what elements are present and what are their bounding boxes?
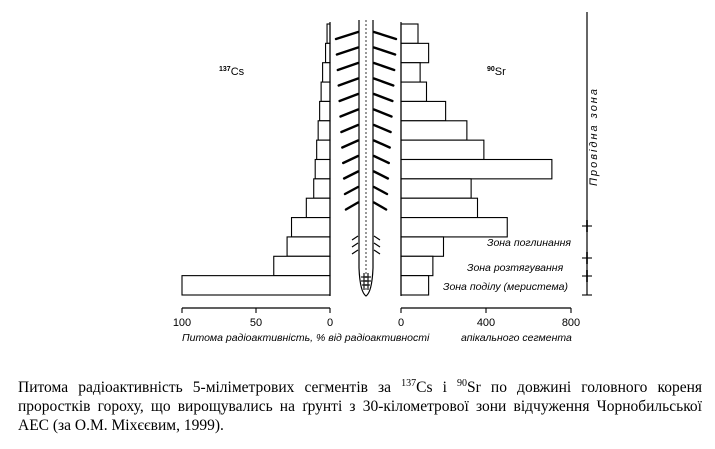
sr-bar [401,237,444,256]
sr-ticks [398,308,580,329]
sr-tick-label: 400 [476,317,496,329]
root-hair-small [352,243,358,247]
root-hair-small [352,236,358,240]
root-hair [344,172,358,179]
root-hair [374,203,386,210]
root-hair [336,32,358,39]
root-hair-small [374,250,380,254]
sr-bar [401,179,471,198]
caption-text-2: Cs і [416,379,458,396]
sr-bar [401,276,429,295]
cs-bar [306,198,330,217]
root-hair-small [374,243,380,247]
sr-bar [401,82,427,101]
x-axis-label-left: Питома радіоактивність, % від радіоактивності [182,332,430,344]
cs-isotope-label: $^{137}$Cs [219,66,245,78]
zone-label-elongation: Зона розтягування [467,262,564,274]
cs-tick-label: 50 [249,317,263,329]
root-hair [341,110,359,117]
root-hair [337,48,358,55]
sr-tick-label: 0 [397,317,405,329]
figure-caption [18,378,702,435]
root-hair [338,63,358,70]
zone-label-conducting: Провідна зона [588,87,600,186]
root-hair [342,141,358,148]
root-hair [374,172,388,179]
sr-bar [401,140,484,159]
root-hair [340,94,358,101]
caption-text-1: Питома радіоактивність 5-міліметрових сегментів за [18,379,402,396]
root-hair [374,125,391,132]
cs-bar [315,160,330,179]
sr-bar [401,43,429,62]
sr-bar [401,218,507,237]
root-hair [345,187,358,194]
cs-bar [323,63,330,82]
cs-137-panel [173,22,333,329]
cs-bar [320,101,330,120]
sr-bar [401,198,478,217]
zone-label-division: Зона поділу (меристема) [443,281,569,293]
root-hair [374,141,390,148]
root-hair [341,125,358,132]
sr-isotope-label: $^{90}$Sr [487,66,506,78]
cs-tick-label: 0 [326,317,334,329]
sr-bar [401,121,467,140]
cs-ticks [173,308,333,329]
root-hair [374,187,387,194]
sr-tick-label: 800 [561,317,581,329]
root-hair [374,48,395,55]
root-cap [361,273,371,290]
sr-bar [401,101,446,120]
cs-bar [326,43,330,62]
root-hair [339,79,358,86]
cs-bar [182,276,330,295]
cs-bar [317,140,330,159]
cs-bar [318,121,330,140]
sr-bar [401,63,420,82]
sr-bars [401,24,552,295]
x-axis-label-right: апікального сегмента [461,332,572,344]
root-hair-small [352,250,358,254]
root-illustration [336,20,396,296]
sr-bar [401,256,433,275]
cs-bar [287,237,330,256]
sr-bar [401,160,552,179]
root-hair [374,156,389,163]
caption-text-3: Sr по довжині головного кореня проростків гороху, що вирощувались на ґрунті з 30-кілометрової зони відчуження Чорнобильської АЕС (за О.М. Міхєєвим, 1999). [18,379,702,434]
cs-bar [314,179,330,198]
root-hair-small [374,236,380,240]
caption-sr-superscript: 90 [457,377,468,389]
root-hair [374,94,392,101]
sr-bar [401,24,418,43]
cs-bar [274,256,330,275]
root-hair [374,63,394,70]
root-hair [374,32,396,39]
zone-label-absorption: Зона поглинання [487,237,572,249]
root-hair [343,156,358,163]
cs-bar [321,82,330,101]
cs-bar [292,218,330,237]
cs-tick-label: 100 [172,317,192,329]
root-hair [374,79,393,86]
root-hair [374,110,392,117]
cs-bars [182,24,330,295]
caption-cs-superscript: 137 [401,377,417,389]
root-hair [346,203,358,210]
